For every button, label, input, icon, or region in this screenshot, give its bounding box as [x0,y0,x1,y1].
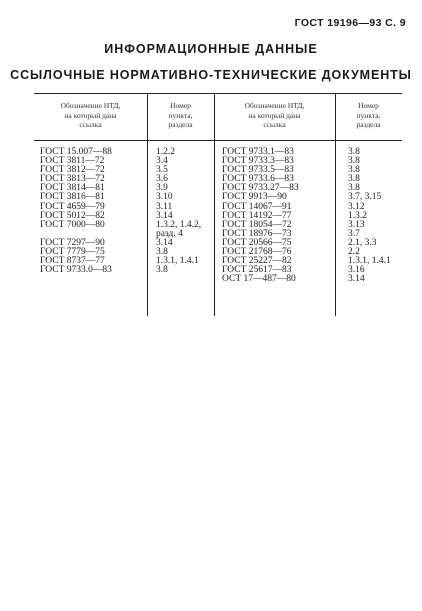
page-header: ГОСТ 19196—93 С. 9 [294,17,406,29]
table-cell: ГОСТ 25227—82 [222,256,292,267]
table-cell: 3.14 [348,274,365,285]
table-cell: 3.8 [348,174,360,185]
table-cell: ГОСТ 14192—77 [222,210,292,221]
table-cell: ГОСТ 20566—75 [222,237,292,248]
header-clause-left [147,101,214,130]
table-cell: 3.11 [156,201,173,212]
table-cell: ОСТ 17—487—80 [222,274,296,285]
table-cell: ГОСТ 18976—73 [222,228,292,239]
header-line: ссылка [79,120,102,129]
table-cell: 3.8 [348,183,360,194]
table-cell: ГОСТ 9733.5—83 [222,165,294,176]
table-cell: ГОСТ 3816—81 [40,192,105,203]
right-designation-column [222,148,299,284]
table-cell: ГОСТ 9733.0—83 [40,265,112,276]
table-cell: ГОСТ 5012—82 [40,210,105,221]
table-cell: ГОСТ 18054—72 [222,219,292,230]
header-line: на который дана [64,110,117,120]
table-cell: ГОСТ 21768—76 [222,247,292,258]
table-cell: 3.7, 3.15 [348,192,382,203]
table-cell: ГОСТ 7297—90 [40,237,105,248]
header-line: раздела [168,120,193,129]
table-cell: 3.7 [348,228,360,239]
table-header-rule [34,140,402,141]
table-cell: 3.6 [156,174,168,185]
table-cell: 1.3.1, 1.4.1 [348,256,391,267]
table-cell: 1.2.2 [156,147,175,157]
header-designation-left [34,101,147,130]
table-cell: 1.3.1, 1.4.1 [156,256,199,267]
table-cell: ГОСТ 3811—72 [40,156,105,167]
table-cell: 1.3.2 [348,210,367,221]
table-cell: ГОСТ 4659—79 [40,201,105,212]
section-title: ИНФОРМАЦИОННЫЕ ДАННЫЕ [104,42,318,56]
header-line: раздела [356,120,381,129]
table-cell: ГОСТ 9913—90 [222,192,287,203]
table-cell: 3.12 [348,201,365,212]
table-cell: 3.14 [156,237,173,248]
table-cell: ГОСТ 3814—81 [40,183,105,194]
header-line: Обозначение НТД, [244,101,305,110]
right-clause-column [348,148,391,284]
header-line: на который дана [248,110,301,120]
header-designation-right [214,101,335,130]
table-cell: 3.5 [156,165,168,176]
table-cell: ГОСТ 7000—80 [40,219,105,230]
table-cell: 3.8 [348,147,360,157]
table-cell: 1.3.2, 1.4.2, [156,219,202,230]
table-cell: ГОСТ 3812—72 [40,165,105,176]
table-cell: 3.8 [156,247,168,258]
table-cell: ГОСТ 9733.6—83 [222,174,294,185]
table-cell: ГОСТ 25617—83 [222,265,292,276]
table-cell: 3.14 [156,210,173,221]
header-line: Номер [170,101,191,110]
table-cell: ГОСТ 3813—72 [40,174,105,185]
table-cell: ГОСТ 7779—75 [40,247,105,258]
table-cell: 3.9 [156,183,168,194]
table-cell: 3.10 [156,192,173,203]
table-cell: ГОСТ 14067—91 [222,201,292,212]
table-cell: 2.1, 3.3 [348,237,377,248]
table-cell: 3.4 [156,156,168,167]
table-cell: 3.8 [348,165,360,176]
left-clause-column [156,148,201,275]
header-clause-right [335,101,402,130]
header-line: ссылка [263,120,286,129]
table-cell: 2.2 [348,247,360,258]
left-designation-column [40,148,112,275]
header-line: пункта, [168,110,193,120]
table-cell: 3.16 [348,265,365,276]
table-cell: разд. 4 [156,228,183,239]
table-cell: 3.8 [348,156,360,167]
header-line: Номер [358,101,379,110]
table-cell: ГОСТ 15.007—88 [40,147,112,157]
header-line: пункта, [356,110,381,120]
table-cell: 3.13 [348,219,365,230]
header-line: Обозначение НТД, [60,101,121,110]
section-subtitle: ССЫЛОЧНЫЕ НОРМАТИВНО-ТЕХНИЧЕСКИЕ ДОКУМЕНТЫ [10,68,412,82]
table-cell: 3.8 [156,265,168,276]
references-table [34,93,402,316]
table-cell: ГОСТ 9733.3—83 [222,156,294,167]
table-cell: ГОСТ 9733.27—83 [222,183,299,194]
table-top-rule [34,93,402,94]
table-cell: ГОСТ 8737—77 [40,256,105,267]
table-cell: ГОСТ 9733.1—83 [222,147,294,157]
